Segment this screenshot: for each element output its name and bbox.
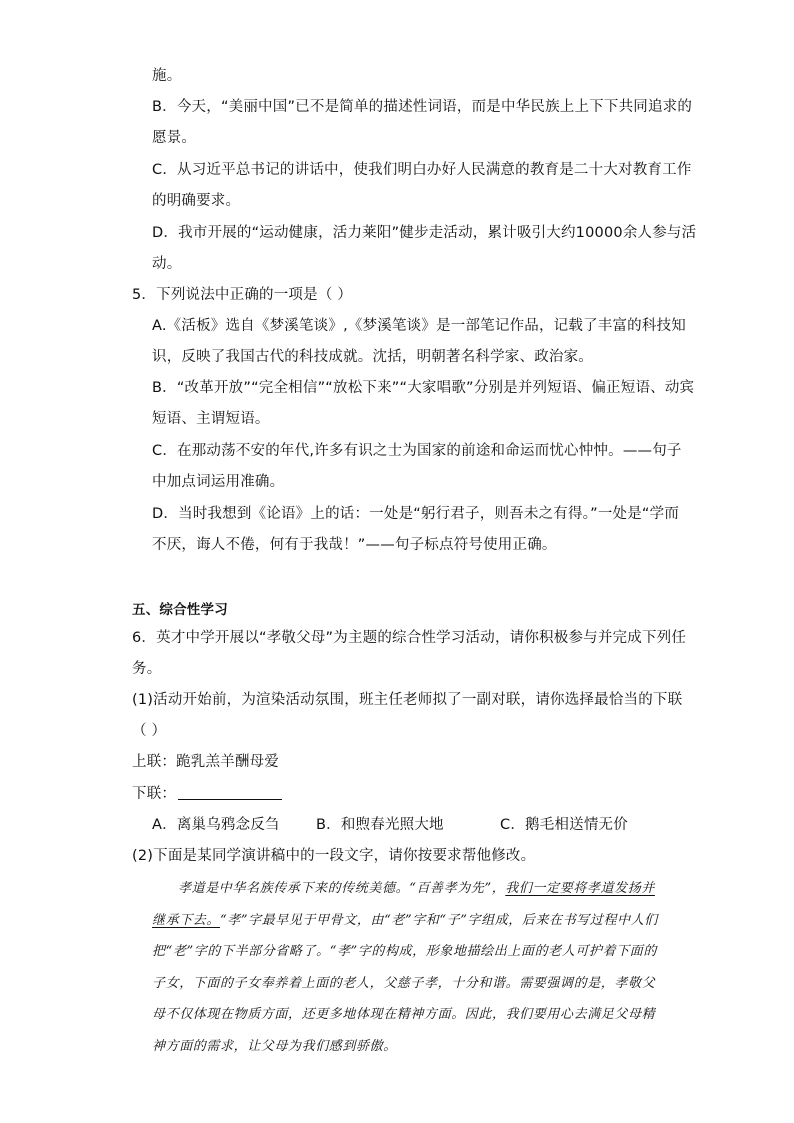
q5-option-a-line1: A.《活板》选自《梦溪笔谈》,《梦溪笔谈》是一部笔记作品，记载了丰富的科技知 — [152, 318, 686, 334]
couplet-lower-label: 下联： — [132, 786, 177, 802]
q5-option-b-line1: B．“改革开放”“完全相信”“放松下来”“大家唱歌”分别是并列短语、偏正短语、动宾 — [152, 380, 695, 396]
passage-underlined-sentence: 我们一定要将孝道发扬并继承下去。 — [152, 881, 655, 928]
q5-option-d-line2: 不厌，诲人不倦，何有于我哉！”——句子标点符号使用正确。 — [152, 537, 557, 553]
passage-part2: “孝”字最早见于甲骨文，由“老”字和“子”字组成，后来在书写过程中人们把“老”字的下半部分省略了。“孝”字的构成，形象地描绘出上面的老人可护着下面的子女，下面的子女奉养着上面的老人，父慈子孝，十分和谐。需要强调的是，孝敬父母不仅体现在物质方面，还更多地体现在精神方面。因此，我们要用心去满足父母精神方面的需求，让父母为我们感到骄傲。 — [152, 912, 658, 1054]
couplet-lower — [132, 784, 282, 804]
choice-a: A．离巢乌鸦念反刍 — [152, 817, 280, 833]
q5-option-c-line2: 中加点词运用准确。 — [152, 474, 285, 490]
passage-part1: 孝道是中华名族传承下来的传统美德。“百善孝为先”， — [178, 881, 506, 896]
q6-sub1-line1: (1)活动开始前，为渲染活动氛围，班主任老师拟了一副对联，请你选择最恰当的下联 — [132, 692, 683, 708]
q5-option-d-line1: D．当时我想到《论语》上的话：一处是“躬行君子，则吾未之有得。”一处是“学而 — [152, 506, 680, 522]
q4-option-c-line2: 的明确要求。 — [152, 193, 241, 209]
q4-option-d-line1: D．我市开展的“运动健康，活力莱阳”健步走活动，累计吸引大约10000余人参与活 — [152, 225, 697, 241]
q6-sub2: (2)下面是某同学演讲稿中的一段文字，请你按要求帮他修改。 — [132, 848, 536, 864]
couplet-upper: 上联：跪乳羔羊酬母爱 — [132, 754, 279, 770]
q6-sub1-line2: （ ） — [132, 723, 167, 739]
answer-blank[interactable] — [178, 785, 282, 800]
q4-option-c-line1: C．从习近平总书记的讲话中，使我们明白办好人民满意的教育是二十大对教育工作 — [152, 162, 692, 178]
q5-option-b-line2: 短语、主谓短语。 — [152, 411, 270, 427]
q4-option-b-line2: 愿景。 — [152, 130, 197, 146]
q5-option-a-line2: 识，反映了我国古代的科技成就。沈括，明朝著名科学家、政治家。 — [152, 349, 593, 365]
q4-option-b-line1: B．今天，“美丽中国”已不是简单的描述性词语，而是中华民族上上下下共同追求的 — [152, 99, 693, 115]
choice-c: C．鹅毛相送情无价 — [500, 817, 628, 833]
choice-b: B．和煦春光照大地 — [316, 817, 444, 833]
q6-stem-line1: 6．英才中学开展以“孝敬父母”为主题的综合性学习活动，请你积极参与并完成下列任 — [132, 630, 687, 646]
q6-stem-line2: 务。 — [132, 661, 162, 677]
section-heading: 五、综合性学习 — [132, 602, 228, 618]
q5-option-c-line1: C．在那动荡不安的年代,许多有识之士为国家的前途和命运而忧心忡忡。——句子 — [152, 443, 682, 459]
speech-passage — [152, 873, 662, 1062]
q4-option-d-line2: 动。 — [152, 256, 182, 272]
q5-stem: 5．下列说法中正确的一项是（ ） — [132, 287, 353, 303]
q4-option-a-tail: 施。 — [152, 68, 182, 84]
